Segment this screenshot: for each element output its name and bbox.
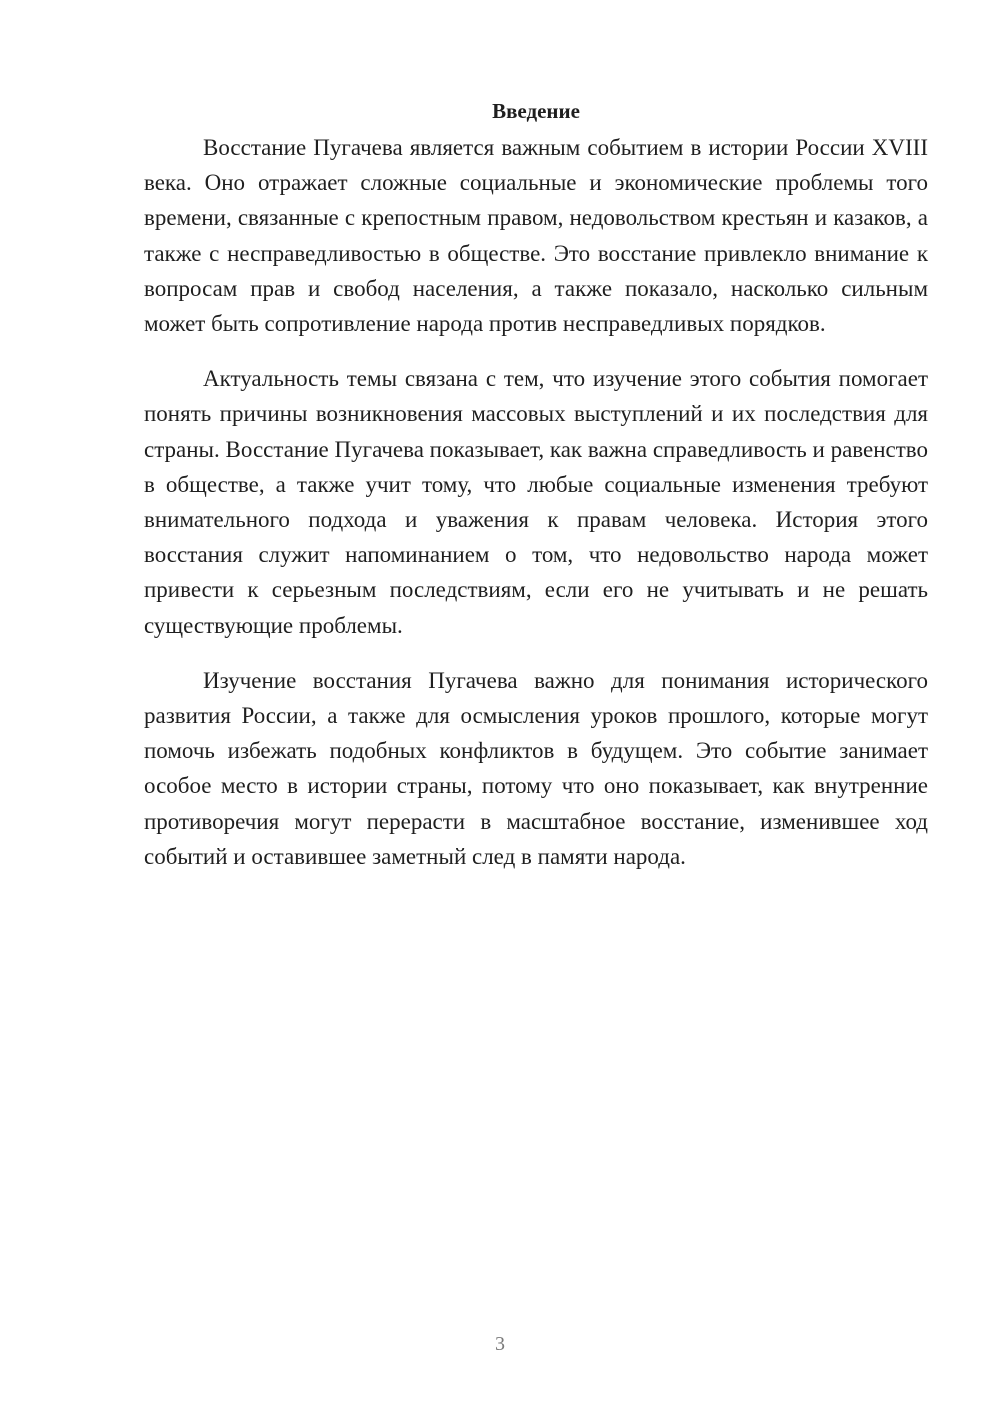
page-number: 3 [495, 1333, 505, 1355]
paragraph-2: Актуальность темы связана с тем, что изучение этого события помогает понять причины возникновения массовых выступлений и их последствия для страны. Восстание Пугачева показывает, как важна справедливость и равенство в обществе, а также учит тому, что любые социальные изменения требуют внимательного подхода и уважения к правам человека. История этого восстания служит напоминанием о том, что недовольство народа может привести к серьезным последствиям, если его не учитывать и не решать существующие проблемы. [144, 366, 928, 638]
paragraph-3: Изучение восстания Пугачева важно для понимания исторического развития России, а также для осмысления уроков прошлого, которые могут помочь избежать подобных конфликтов в будущем. Это событие занимает особое место в истории страны, потому что оно показывает, как внутренние противоречия могут перерасти в масштабное восстание, изменившее ход событий и оставившее заметный след в памяти народа. [144, 667, 928, 869]
page-content [144, 96, 928, 894]
section-title: Введение [492, 99, 580, 123]
paragraph-1: Восстание Пугачева является важным событием в истории России XVIII века. Оно отражает сложные социальные и экономические проблемы того времени, связанные с крепостным правом, недовольством крестьян и казаков, а также с несправедливостью в обществе. Это восстание привлекло внимание к вопросам прав и свобод населения, а также показало, насколько сильным может быть сопротивление народа против несправедливых порядков. [144, 135, 928, 337]
